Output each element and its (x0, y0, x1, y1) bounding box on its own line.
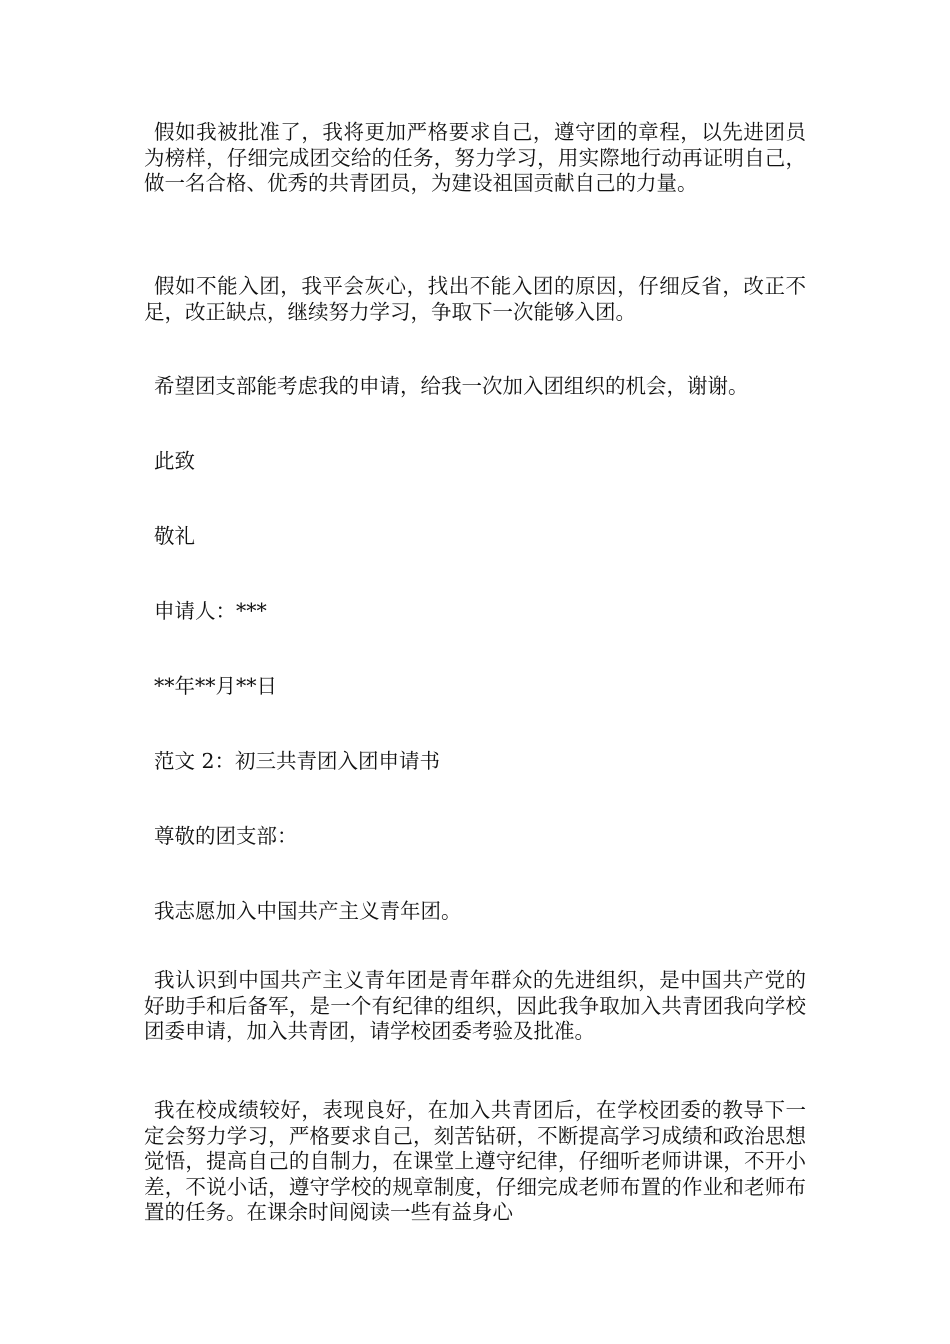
applicant-signature: 申请人：*** (154, 599, 267, 623)
paragraph-intent: 我志愿加入中国共产主义青年团。 (154, 899, 462, 923)
closing-salutation: 此致 (154, 449, 195, 473)
signature-date: **年**月**日 (154, 674, 277, 698)
paragraph-performance: 我在校成绩较好，表现良好，在加入共青团后，在学校团委的教导下一定会努力学习，严格要求自己，刻苦钻研，不断提高学习成绩和政治思想觉悟，提高自己的自制力，在课堂上遵守纪律，仔细听老师讲课，不开小差，不说小话，遵守学校的规章制度，仔细完成老师布置的作业和老师布置的任务。在课余时间阅读一些有益身心 (144, 1098, 806, 1225)
paragraph-hope: 希望团支部能考虑我的申请，给我一次加入团组织的机会，谢谢。 (154, 374, 749, 398)
closing-regards: 敬礼 (154, 524, 195, 548)
letter-greeting: 尊敬的团支部： (154, 824, 298, 848)
paragraph-if-rejected: 假如不能入团，我平会灰心，找出不能入团的原因，仔细反省，改正不足，改正缺点，继续努力学习，争取下一次能够入团。 (144, 274, 806, 324)
sample-heading: 范文 2：初三共青团入团申请书 (154, 749, 441, 773)
paragraph-commitment: 假如我被批准了，我将更加严格要求自己，遵守团的章程，以先进团员为榜样，仔细完成团交给的任务，努力学习，用实際地行动再证明自己，做一名合格、优秀的共青团员，为建设祖国贡献自己的力量。 (144, 120, 806, 196)
paragraph-understanding: 我认识到中国共产主义青年团是青年群众的先进组织，是中国共产党的好助手和后备军，是一个有纪律的组织，因此我争取加入共青团我向学校团委申请，加入共青团，请学校团委考验及批准。 (144, 968, 806, 1044)
